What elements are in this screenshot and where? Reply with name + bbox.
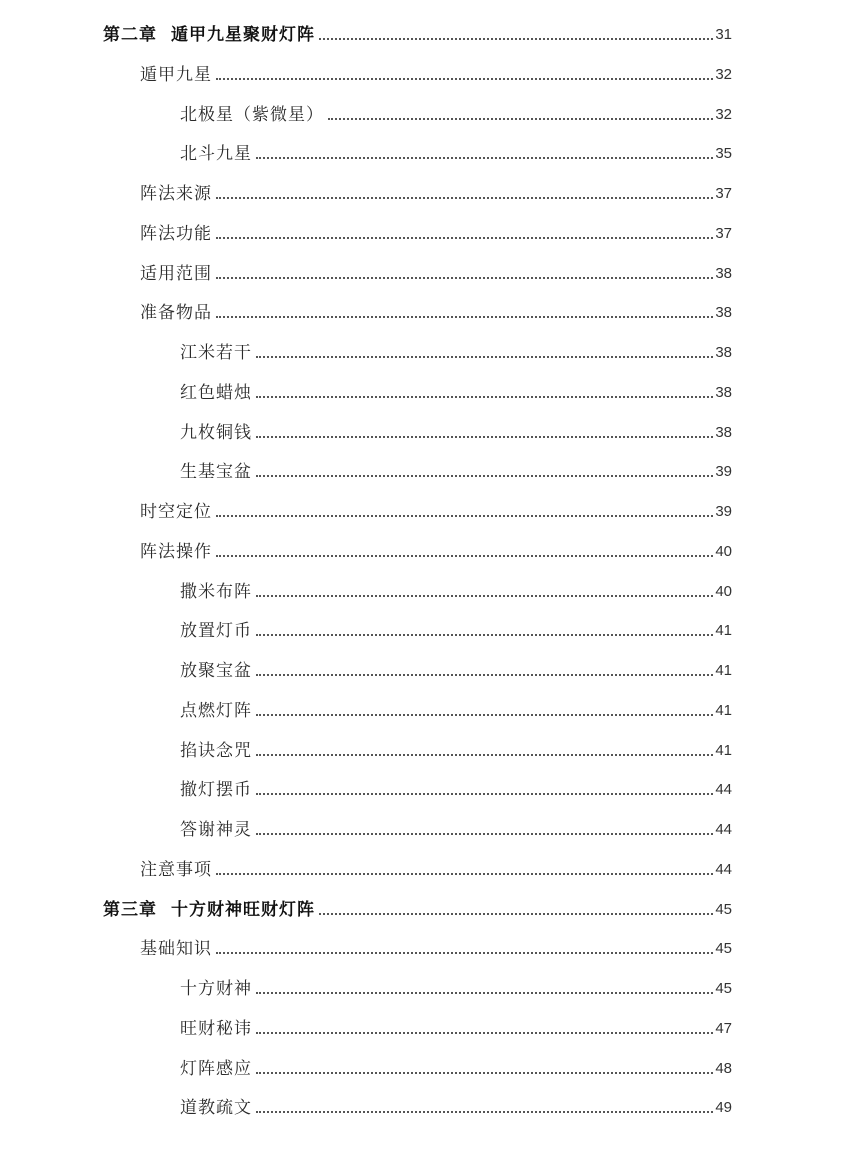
page-number: 40 bbox=[715, 542, 732, 560]
dot-leader bbox=[256, 674, 713, 676]
entry-title-text: 撒米布阵 bbox=[180, 581, 252, 602]
toc-entry-title bbox=[180, 143, 254, 165]
entry-title-text: 灯阵感应 bbox=[180, 1058, 252, 1079]
entry-title-text: 点燃灯阵 bbox=[180, 700, 252, 721]
page-number: 38 bbox=[715, 423, 732, 441]
toc-section-entry[interactable] bbox=[140, 175, 732, 205]
toc-subsection-entry[interactable] bbox=[180, 652, 732, 682]
toc-entry-title bbox=[140, 263, 214, 285]
toc-section-entry[interactable] bbox=[140, 294, 732, 324]
toc-subsection-entry[interactable] bbox=[180, 374, 732, 404]
dot-leader bbox=[216, 555, 713, 557]
page-number: 38 bbox=[715, 383, 732, 401]
entry-title-text: 阵法来源 bbox=[140, 184, 212, 204]
toc-subsection-entry[interactable] bbox=[180, 771, 732, 801]
toc-subsection-entry[interactable] bbox=[180, 1010, 732, 1040]
entry-title-text: 红色蜡烛 bbox=[180, 382, 252, 403]
page-number: 45 bbox=[715, 940, 732, 958]
dot-leader bbox=[216, 237, 713, 239]
page-number: 45 bbox=[715, 900, 732, 918]
entry-title-text: 道教疏文 bbox=[180, 1098, 252, 1119]
dot-leader bbox=[256, 754, 713, 756]
dot-leader bbox=[216, 197, 713, 199]
page-number: 32 bbox=[715, 105, 732, 123]
toc-entry-title bbox=[180, 1097, 254, 1119]
toc-section-entry[interactable] bbox=[140, 533, 732, 563]
entry-title-text: 基础知识 bbox=[140, 939, 212, 960]
entry-title-text: 北斗九星 bbox=[180, 144, 252, 165]
page-number: 37 bbox=[715, 224, 732, 242]
toc-entry-title bbox=[180, 461, 254, 483]
entry-title-text: 阵法操作 bbox=[140, 541, 212, 562]
toc-section-entry[interactable] bbox=[140, 255, 732, 285]
entry-title-text: 生基宝盆 bbox=[180, 462, 252, 483]
toc-section-entry[interactable] bbox=[140, 215, 732, 245]
dot-leader bbox=[256, 157, 713, 159]
toc-subsection-entry[interactable] bbox=[180, 732, 732, 762]
dot-leader bbox=[216, 316, 713, 318]
page-number: 32 bbox=[715, 65, 732, 83]
toc-subsection-entry[interactable] bbox=[180, 96, 732, 126]
entry-title-text: 准备物品 bbox=[140, 303, 212, 324]
entry-title-text: 放聚宝盆 bbox=[180, 661, 252, 681]
page-number: 38 bbox=[715, 304, 732, 322]
entry-title-text: 时空定位 bbox=[140, 502, 212, 522]
toc-entry-title bbox=[180, 581, 254, 603]
page-number: 40 bbox=[715, 582, 732, 600]
dot-leader bbox=[256, 475, 713, 477]
toc-subsection-entry[interactable] bbox=[180, 135, 732, 165]
toc-subsection-entry[interactable] bbox=[180, 1050, 732, 1080]
entry-title-text: 掐诀念咒 bbox=[180, 740, 252, 761]
page-number: 45 bbox=[715, 980, 732, 997]
entry-title-text: 江米若干 bbox=[180, 343, 252, 363]
dot-leader bbox=[216, 515, 713, 517]
page-number: 31 bbox=[715, 26, 732, 43]
toc-entry-title bbox=[140, 302, 214, 324]
dot-leader bbox=[216, 952, 713, 954]
entry-title-text: 十方财神旺财灯阵 bbox=[171, 899, 315, 920]
toc-entry-title bbox=[140, 183, 214, 205]
toc-entry-title bbox=[180, 1018, 254, 1040]
toc-entry-title bbox=[180, 342, 254, 364]
toc-entry-title bbox=[180, 422, 254, 444]
toc-section-entry[interactable] bbox=[140, 930, 732, 960]
toc-entry-title bbox=[180, 700, 254, 722]
toc-entry-title bbox=[180, 104, 326, 126]
toc-section-entry[interactable] bbox=[140, 851, 732, 881]
page-number: 49 bbox=[715, 1099, 732, 1117]
page-number: 47 bbox=[715, 1019, 732, 1037]
page-number: 41 bbox=[715, 662, 732, 679]
toc-subsection-entry[interactable] bbox=[180, 453, 732, 483]
page-number: 41 bbox=[715, 741, 732, 759]
chapter-number: 第三章 bbox=[103, 899, 157, 920]
toc-chapter-entry[interactable] bbox=[103, 16, 732, 46]
toc-entry-title bbox=[180, 978, 254, 1000]
dot-leader bbox=[216, 78, 713, 80]
toc-subsection-entry[interactable] bbox=[180, 811, 732, 841]
toc-entry-title bbox=[180, 819, 254, 841]
entry-title-text: 旺财秘讳 bbox=[180, 1018, 252, 1039]
dot-leader bbox=[319, 913, 713, 915]
entry-title-text: 阵法功能 bbox=[140, 223, 212, 244]
toc-subsection-entry[interactable] bbox=[180, 573, 732, 603]
page-number: 38 bbox=[715, 344, 732, 361]
entry-title-text: 撤灯摆币 bbox=[180, 780, 252, 801]
dot-leader bbox=[256, 1072, 713, 1074]
page-number: 37 bbox=[715, 185, 732, 202]
toc-section-entry[interactable] bbox=[140, 493, 732, 523]
dot-leader bbox=[328, 118, 713, 120]
dot-leader bbox=[216, 873, 713, 875]
dot-leader bbox=[319, 38, 713, 40]
dot-leader bbox=[256, 356, 713, 358]
entry-title-text: 九枚铜钱 bbox=[180, 422, 252, 443]
entry-title-text: 北极星（紫微星） bbox=[180, 104, 324, 125]
toc-entry-title bbox=[103, 899, 317, 921]
dot-leader bbox=[256, 793, 713, 795]
toc-entry-title bbox=[140, 501, 214, 523]
entry-title-text: 注意事项 bbox=[140, 859, 212, 880]
entry-title-text: 放置灯币 bbox=[180, 621, 252, 642]
page-number: 41 bbox=[715, 701, 732, 719]
toc-subsection-entry[interactable] bbox=[180, 414, 732, 444]
toc-entry-title bbox=[140, 859, 214, 881]
toc-chapter-entry[interactable] bbox=[103, 891, 732, 921]
dot-leader bbox=[256, 396, 713, 398]
page-number: 44 bbox=[715, 860, 732, 878]
toc-entry-title bbox=[180, 660, 254, 682]
page-number: 39 bbox=[715, 463, 732, 481]
page-number: 48 bbox=[715, 1059, 732, 1077]
toc-subsection-entry[interactable] bbox=[180, 334, 732, 364]
dot-leader bbox=[256, 992, 713, 994]
toc-entry-title bbox=[140, 938, 214, 960]
toc-entry-title bbox=[180, 382, 254, 404]
toc-entry-title bbox=[180, 740, 254, 762]
entry-title-text: 遁甲九星 bbox=[140, 64, 212, 85]
entry-title-text: 答谢神灵 bbox=[180, 820, 252, 840]
toc-entry-title bbox=[140, 64, 214, 86]
page-number: 41 bbox=[715, 622, 732, 640]
dot-leader bbox=[256, 634, 713, 636]
dot-leader bbox=[256, 1032, 713, 1034]
toc-entry-title bbox=[140, 223, 214, 245]
dot-leader bbox=[256, 714, 713, 716]
page-number: 44 bbox=[715, 781, 732, 799]
toc-subsection-entry[interactable] bbox=[180, 612, 732, 642]
entry-title-text: 十方财神 bbox=[180, 979, 252, 999]
dot-leader bbox=[256, 436, 713, 438]
page-number: 44 bbox=[715, 821, 732, 838]
toc-entry-title bbox=[180, 620, 254, 642]
toc-subsection-entry[interactable] bbox=[180, 1089, 732, 1119]
dot-leader bbox=[256, 1111, 713, 1113]
dot-leader bbox=[256, 833, 713, 835]
toc-section-entry[interactable] bbox=[140, 56, 732, 86]
dot-leader bbox=[256, 595, 713, 597]
entry-title-text: 适用范围 bbox=[140, 263, 212, 284]
toc-entry-title bbox=[103, 24, 317, 46]
entry-title-text: 遁甲九星聚财灯阵 bbox=[171, 25, 315, 45]
toc-entry-title bbox=[180, 1058, 254, 1080]
toc-entry-title bbox=[140, 541, 214, 563]
page-number: 35 bbox=[715, 145, 732, 163]
toc-subsection-entry[interactable] bbox=[180, 692, 732, 722]
toc-subsection-entry[interactable] bbox=[180, 970, 732, 1000]
toc-entry-title bbox=[180, 779, 254, 801]
chapter-number: 第二章 bbox=[103, 25, 157, 45]
page-number: 38 bbox=[715, 264, 732, 282]
page-number: 39 bbox=[715, 503, 732, 520]
dot-leader bbox=[216, 277, 713, 279]
